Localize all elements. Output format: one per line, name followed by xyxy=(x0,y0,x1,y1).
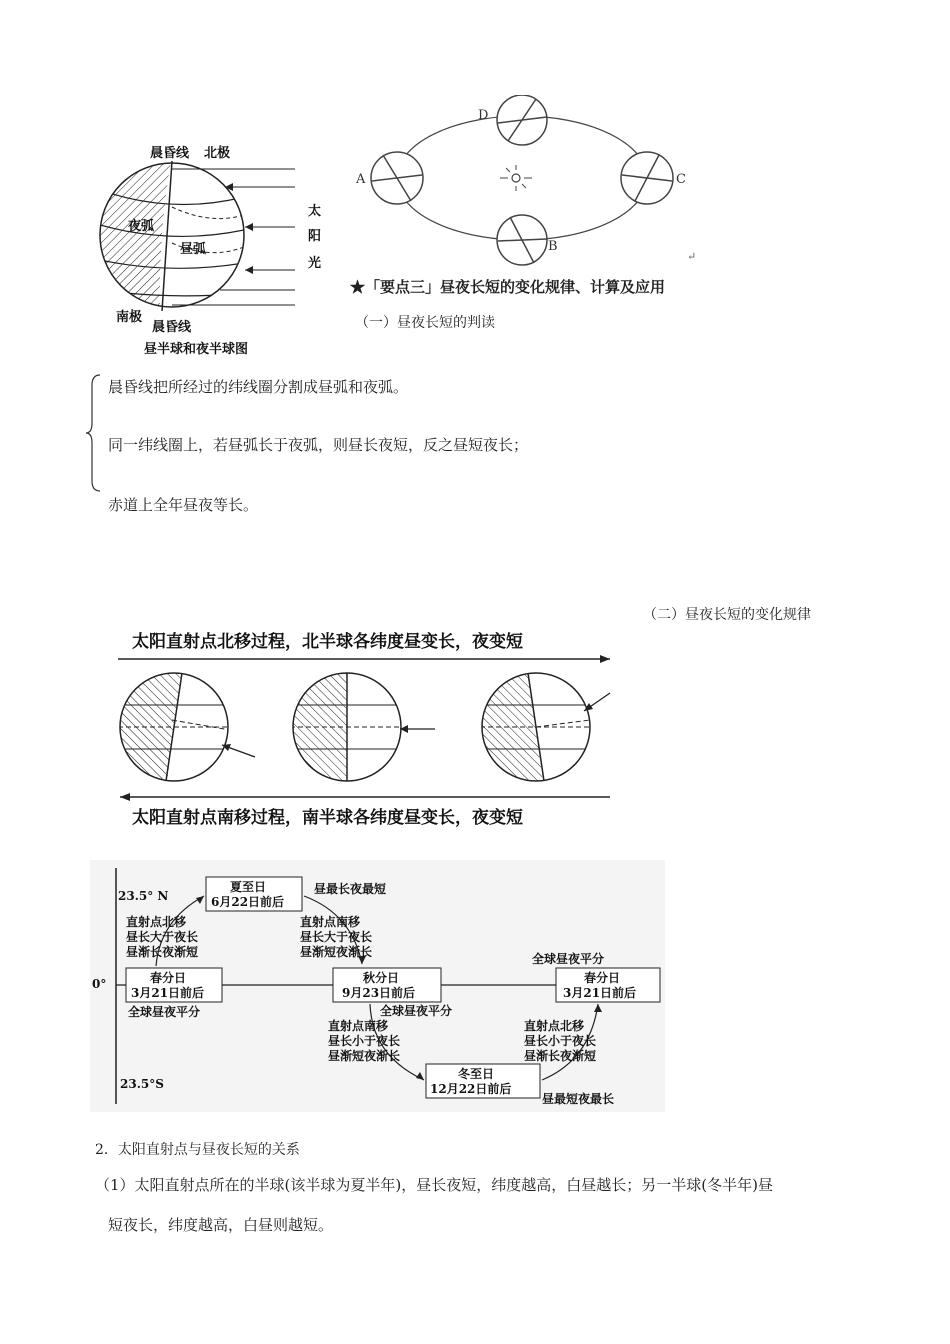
autumn-equinox-note: 全球昼夜平分 xyxy=(380,1004,453,1018)
summer-solstice-note: 昼最长夜最短 xyxy=(314,882,387,896)
brace-item-1: 晨昏线把所经过的纬线圈分割成昼弧和夜弧。 xyxy=(108,378,409,396)
seg3-line2: 昼长小于夜长 xyxy=(328,1034,401,1048)
fig1-dusk-line-top: 晨昏线 xyxy=(150,146,190,161)
seg4-line3: 昼渐长夜渐短 xyxy=(524,1049,597,1063)
spring-equinox-1-date: 3月21日前后 xyxy=(131,986,205,1000)
seg1-line2: 昼长大于夜长 xyxy=(126,930,199,944)
orbit-label-c: C xyxy=(676,172,686,187)
seg2-line2: 昼长大于夜长 xyxy=(300,930,373,944)
fig1-dusk-line-bottom: 晨昏线 xyxy=(152,320,192,335)
return-mark-icon: ↵ xyxy=(687,250,697,263)
annual-day-length-cycle-figure xyxy=(90,860,665,1112)
spring-equinox-1-name: 春分日 xyxy=(150,971,187,985)
lat-23-5-north: 23.5° N xyxy=(118,889,169,903)
seg1-line3: 昼渐长夜渐短 xyxy=(126,945,199,959)
paragraph-line-2: 短夜长，纬度越高，白昼则越短。 xyxy=(108,1216,334,1234)
seg3-line1: 直射点南移 xyxy=(328,1019,389,1033)
fig1-night-arc: 夜弧 xyxy=(128,219,155,234)
subheading-judge: （一）昼夜长短的判读 xyxy=(355,315,495,331)
winter-solstice-name: 冬至日 xyxy=(458,1067,495,1081)
winter-solstice-note: 昼最短夜最长 xyxy=(542,1092,615,1106)
lat-23-5-south: 23.5°S xyxy=(120,1077,164,1091)
fig1-south-pole: 南极 xyxy=(116,310,143,325)
orbit-label-a: A xyxy=(356,172,366,187)
fig1-sun-char-2: 阳 xyxy=(308,229,322,244)
fig1-sun-char-1: 太 xyxy=(308,204,322,219)
fig1-north-pole: 北极 xyxy=(204,146,231,161)
spring-equinox-1-note: 全球昼夜平分 xyxy=(128,1005,201,1019)
winter-solstice-date: 12月22日前后 xyxy=(430,1082,512,1096)
subheading-variation: （二）昼夜长短的变化规律 xyxy=(643,607,811,623)
summer-solstice-name: 夏至日 xyxy=(230,880,267,894)
spring-equinox-2-note: 全球昼夜平分 xyxy=(532,952,605,966)
autumn-equinox-date: 9月23日前后 xyxy=(342,986,416,1000)
key-point-three-heading: ★「要点三」昼夜长短的变化规律、计算及应用 xyxy=(350,278,666,296)
seg2-line3: 昼渐短夜渐长 xyxy=(300,945,373,959)
fig1-caption: 昼半球和夜半球图 xyxy=(144,342,249,357)
fig3-top-caption: 太阳直射点北移过程，北半球各纬度昼变长，夜变短 xyxy=(132,632,523,652)
spring-equinox-2-name: 春分日 xyxy=(584,971,621,985)
seg4-line2: 昼长小于夜长 xyxy=(524,1034,597,1048)
seg1-line1: 直射点北移 xyxy=(126,915,187,929)
fig3-bottom-caption: 太阳直射点南移过程，南半球各纬度昼变长，夜变短 xyxy=(132,808,523,828)
day-night-hemisphere-figure xyxy=(90,135,340,365)
earth-orbit-figure xyxy=(350,95,700,270)
fig1-day-arc: 昼弧 xyxy=(180,242,207,257)
subsolar-movement-figure xyxy=(110,625,620,830)
seg2-line1: 直射点南移 xyxy=(300,915,361,929)
brace-item-2: 同一纬线圈上，若昼弧长于夜弧，则昼长夜短，反之昼短夜长； xyxy=(108,436,529,454)
spring-equinox-2-date: 3月21日前后 xyxy=(563,986,637,1000)
left-brace-icon xyxy=(84,373,104,493)
orbit-label-b: B xyxy=(548,239,558,254)
autumn-equinox-name: 秋分日 xyxy=(363,971,400,985)
seg4-line1: 直射点北移 xyxy=(524,1019,585,1033)
brace-item-3: 赤道上全年昼夜等长。 xyxy=(108,496,259,514)
paragraph-line-1: （1）太阳直射点所在的半球(该半球为夏半年)，昼长夜短，纬度越高，白昼越长；另一半球(冬半年)昼 xyxy=(95,1176,773,1194)
lat-zero: 0° xyxy=(92,977,107,991)
orbit-label-d: D xyxy=(478,108,489,123)
sun-icon xyxy=(500,165,532,191)
summer-solstice-date: 6月22日前后 xyxy=(211,895,285,909)
fig1-sun-char-3: 光 xyxy=(308,256,322,271)
section-2-title: 2．太阳直射点与昼夜长短的关系 xyxy=(95,1142,300,1158)
seg3-line3: 昼渐短夜渐长 xyxy=(328,1049,401,1063)
